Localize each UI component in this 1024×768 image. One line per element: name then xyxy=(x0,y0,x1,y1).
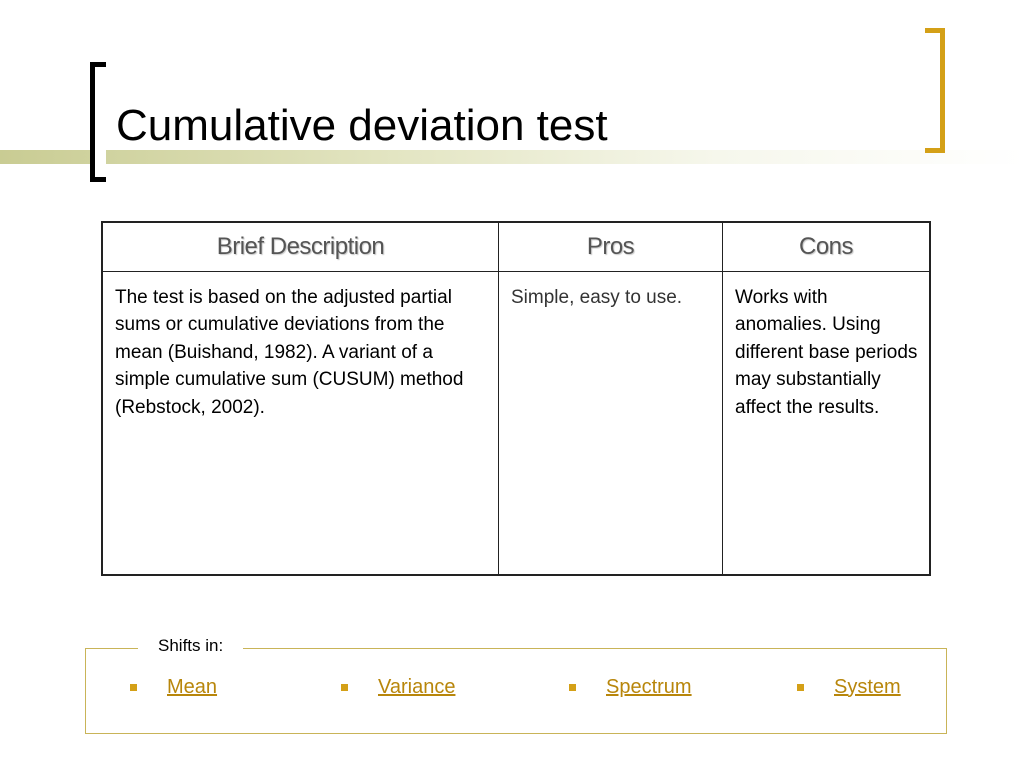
right-bracket-decoration xyxy=(925,28,945,153)
shift-item-variance xyxy=(341,674,455,700)
link-spectrum[interactable]: Spectrum xyxy=(606,675,692,698)
cell-pros: Simple, easy to use. xyxy=(499,271,723,575)
square-bullet-icon xyxy=(797,684,804,691)
header-brief-description: Brief Description xyxy=(102,222,499,271)
comparison-table xyxy=(101,221,931,576)
shift-item-mean xyxy=(130,674,217,700)
shift-item-system xyxy=(797,674,901,700)
cell-description: The test is based on the adjusted partial sums or cumulative deviations from the mean (Buishand, 1982). A variant of a simple cumulative sum (CUSUM) method (Rebstock, 2002). xyxy=(102,271,499,575)
square-bullet-icon xyxy=(341,684,348,691)
link-mean[interactable]: Mean xyxy=(167,675,218,698)
title-decoration-stripe xyxy=(0,150,1024,164)
header-pros: Pros xyxy=(499,222,723,271)
slide-title: Cumulative deviation test xyxy=(116,101,608,150)
square-bullet-icon xyxy=(569,684,576,691)
square-bullet-icon xyxy=(130,684,137,691)
cell-cons: Works with anomalies. Using different base periods may substantially affect the results. xyxy=(723,271,931,575)
table-header-row xyxy=(102,222,930,271)
left-bracket-decoration xyxy=(90,62,106,182)
header-cons: Cons xyxy=(723,222,931,271)
link-variance[interactable]: Variance xyxy=(378,675,456,698)
link-system[interactable]: System xyxy=(834,675,901,698)
shift-item-spectrum xyxy=(569,674,692,700)
table-row xyxy=(102,271,930,575)
shifts-legend: Shifts in: xyxy=(138,636,243,656)
